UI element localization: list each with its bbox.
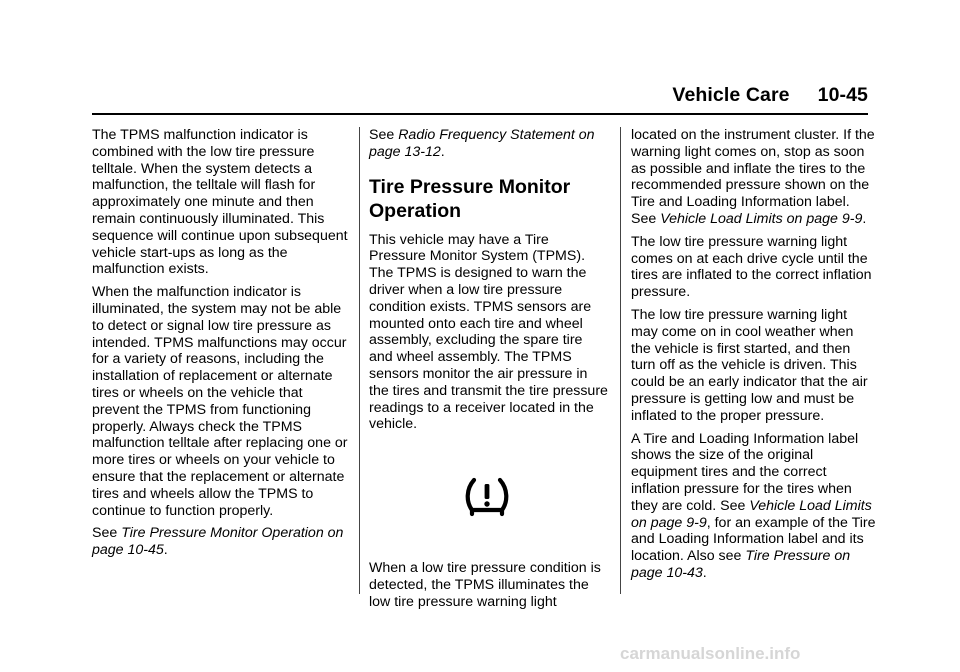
section-title: Vehicle Care: [672, 84, 790, 106]
header-rule: [92, 113, 868, 115]
paragraph: [369, 127, 609, 161]
paragraph: The TPMS malfunction indicator is combined with the low tire pressure telltale. When the system detects a malfunction, the telltale will flash for approximately one minute and then remain continuously illuminated. This sequence will continue upon subsequent vehicle start-ups as long as the malfunction exists.: [92, 127, 348, 278]
column-divider: [620, 127, 621, 594]
text: located on the instrument cluster. If the warning light comes on, stop as soon as possible and inflate the tires to the recommended pressure shown on the Tire and Loading Information label. See: [631, 127, 875, 227]
tpms-icon-container: [369, 475, 609, 522]
cross-reference-link[interactable]: Vehicle Load Limits on page 9-9: [660, 210, 863, 227]
column-2: [369, 127, 609, 616]
tire-pressure-warning-icon: [464, 475, 510, 517]
cross-reference-link[interactable]: Tire Pressure on page 10-43: [631, 548, 851, 581]
paragraph: [631, 431, 876, 582]
cross-reference-link[interactable]: Radio Frequency Statement on page 13-12: [369, 127, 595, 160]
text: See: [369, 127, 399, 143]
column-3: [631, 127, 876, 588]
cross-reference-link[interactable]: Vehicle Load Limits on page 9-9: [631, 497, 872, 531]
page-header: [672, 84, 868, 107]
text: .: [702, 564, 707, 581]
paragraph: The low tire pressure warning light comes on at each drive cycle until the tires are inflated to the correct inflation pressure.: [631, 233, 872, 301]
watermark: carmanualsonline.info: [620, 644, 801, 663]
paragraph: When the malfunction indicator is illuminated, the system may not be able to detect or signal low tire pressure as intended. TPMS malfunctions may occur for a variety of reasons, including the installation of replacement or alternate tires or wheels on the vehicle that prevent the TPMS from functioning properly. Always check the TPMS malfunction telltale after replacing one or more tires or wheels on your vehicle to ensure that the replacement or alternate tires and wheels allow the TPMS to continue to function properly.: [92, 284, 348, 519]
text: See: [92, 525, 122, 542]
cross-reference-link[interactable]: Tire Pressure Monitor Operation on page 10-45: [92, 525, 344, 559]
paragraph: This vehicle may have a Tire Pressure Monitor System (TPMS). The TPMS is designed to warn the driver when a low tire pressure condition exists. TPMS sensors are mounted onto each tire and wheel assembly, excluding the spare tire and wheel assembly. The TPMS sensors monitor the air pressure in the tires and transmit the tire pressure readings to a receiver located in the vehicle.: [369, 231, 608, 433]
paragraph: [631, 127, 876, 228]
column-1: [92, 127, 350, 565]
text: A Tire and Loading Information label shows the size of the original equipment tires and the correct inflation pressure for the tires when they are cold. See: [631, 430, 859, 514]
text: , for an example of the Tire and Loading Information label and its location. Also see: [631, 514, 876, 565]
column-divider: [359, 127, 360, 594]
text: .: [862, 210, 867, 227]
paragraph: The low tire pressure warning light may come on in cool weather when the vehicle is first started, and then turn off as the vehicle is driven. This could be an early indicator that the air pressure is getting low and must be inflated to the proper pressure.: [631, 306, 868, 424]
text: .: [440, 143, 445, 160]
text: .: [163, 542, 168, 559]
paragraph: [92, 525, 350, 559]
paragraph: When a low tire pressure condition is detected, the TPMS illuminates the low tire pressure warning light: [369, 559, 601, 610]
page-number: 10-45: [817, 84, 868, 106]
section-heading: Tire Pressure Monitor Operation: [369, 175, 571, 222]
